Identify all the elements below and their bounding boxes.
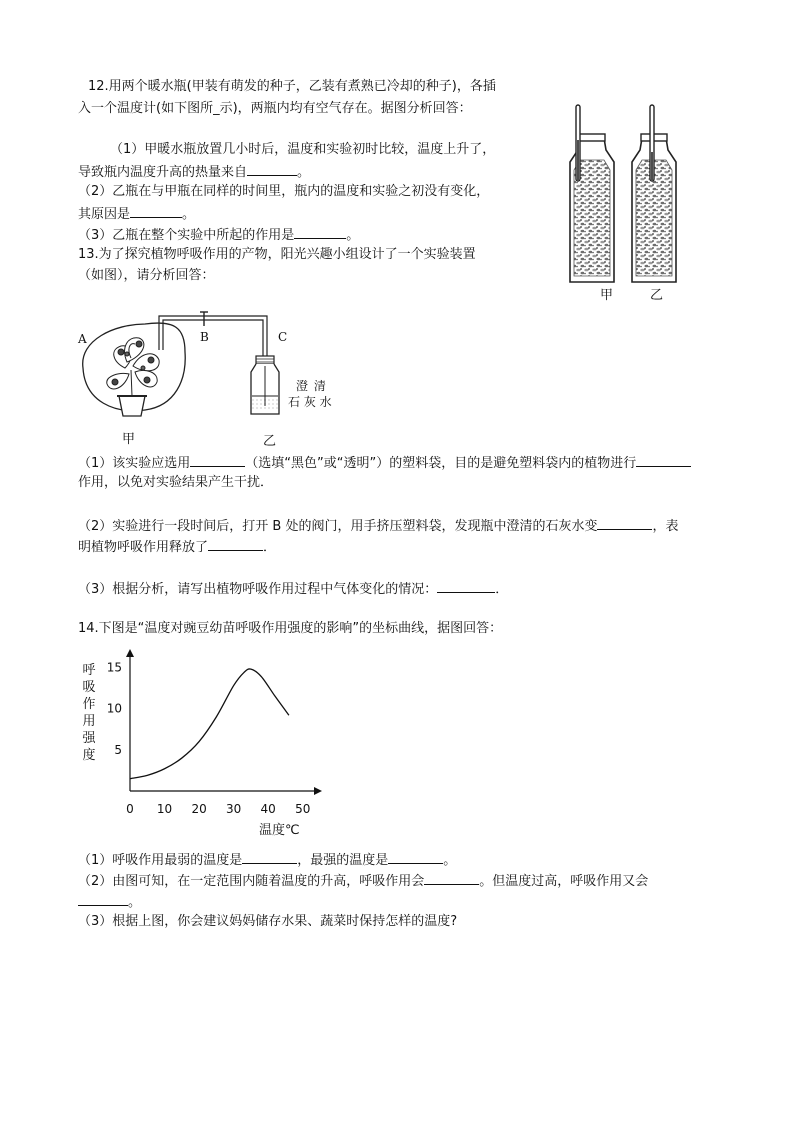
chart-ylabel-char: 强: [82, 731, 96, 746]
q12-part3-text: （3）乙瓶在整个实验中所起的作用是: [78, 228, 295, 243]
q14-part2-blank-a[interactable]: [424, 871, 479, 885]
q12-intro-line2: 入一个温度计(如下图所_示)，两瓶内均有空气存在。据图分析回答：: [78, 101, 472, 116]
x-tick-label: 30: [225, 802, 242, 816]
q13-part2-text-b: ，表: [652, 519, 679, 534]
chart-ylabel-char: 用: [82, 714, 96, 729]
chart-ylabel-char: 作: [82, 697, 96, 712]
q13-part2-text-a: （2）实验进行一段时间后，打开 B 处的阀门，用手挤压塑料袋，发现瓶中澄清的石灰水变: [78, 519, 598, 534]
thermos-yi: [632, 105, 676, 282]
x-tick-label: 0: [126, 802, 134, 816]
q12-part3-end: 。: [346, 228, 360, 243]
q13-part1-text-a: （1）该实验应选用: [78, 456, 191, 471]
chart-ylabel-char: 吸: [82, 680, 96, 695]
apparatus-label-a: A: [78, 332, 87, 346]
y-tick-label: 10: [106, 701, 122, 716]
q13-part3-blank[interactable]: [437, 579, 495, 593]
thermos-figure: [560, 100, 680, 285]
apparatus-label-b: B: [200, 330, 209, 344]
q14-part1-text-b: ，最强的温度是: [297, 853, 389, 868]
series-line-respiration: [130, 669, 289, 779]
q13-part1-blank-b[interactable]: [636, 453, 691, 467]
q13-part3-text: （3）根据分析，请写出植物呼吸作用过程中气体变化的情况：: [78, 582, 438, 597]
q14-part2-end: 。: [128, 895, 142, 910]
q14-part3: （3）根据上图，你会建议妈妈储存水果、蔬菜时保持怎样的温度?: [78, 914, 458, 929]
q14-part1-text-a: （1）呼吸作用最弱的温度是: [78, 853, 243, 868]
chart-ylabel-char: 度: [82, 748, 96, 763]
q12-part2-end: 。: [182, 207, 196, 222]
chart-ylabel-char: 呼: [82, 663, 96, 678]
q14-part1-end: 。: [443, 853, 457, 868]
respiration-chart: [75, 645, 335, 845]
thermos-jia: [570, 105, 614, 282]
q12-part3: [78, 225, 359, 244]
q12-part1-text: 导致瓶内温度升高的热量来自: [78, 165, 248, 180]
x-tick-label: 40: [260, 802, 276, 816]
q13-part2-line1: [78, 516, 678, 535]
q13-intro-line2: （如图），请分析回答：: [78, 268, 215, 283]
y-tick-label: 5: [114, 742, 122, 757]
q13-part2-text-c: 明植物呼吸作用释放了: [78, 540, 209, 555]
y-tick-label: 15: [106, 660, 122, 675]
q12-part2-line2: [78, 204, 195, 223]
q12-part2-line1: （2）乙瓶在与甲瓶在同样的时间里，瓶内的温度和实验之初没有变化，: [78, 184, 490, 199]
q12-part1-answer-blank[interactable]: [247, 162, 297, 176]
q14-part2-line1: [78, 871, 648, 890]
q14-part2-blank-b[interactable]: [78, 892, 128, 906]
q14-part2-line2: [78, 892, 141, 911]
q13-part1-blank-a[interactable]: [190, 453, 245, 467]
q14-part2-text-b: 。但温度过高，呼吸作用又会: [479, 874, 649, 889]
apparatus-label-yi: 乙: [263, 434, 277, 449]
apparatus-label-jia: 甲: [122, 432, 136, 447]
lime-water-label-line1: 澄 清: [296, 379, 327, 393]
valve-b: [200, 312, 208, 326]
q14-part1-blank-b[interactable]: [388, 850, 443, 864]
thermos-label-jia: 甲: [600, 288, 614, 303]
q14-intro: 14.下图是“温度对豌豆幼苗呼吸作用强度的影响”的坐标曲线，据图回答：: [78, 621, 503, 636]
q12-part1-end: 。: [297, 165, 311, 180]
q12-part2-text: 其原因是: [78, 207, 131, 222]
q13-part2-blank-a[interactable]: [597, 516, 652, 530]
q13-part3: [78, 579, 508, 598]
q13-part1-line2: 作用，以免对实验结果产生干扰．: [78, 475, 274, 490]
q12-intro-line1: 12.用两个暖水瓶(甲装有萌发的种子，乙装有煮熟已冷却的种子)，各插: [88, 79, 496, 94]
q14-part1-blank-a[interactable]: [242, 850, 297, 864]
q13-part2-end: ．: [263, 540, 277, 555]
lime-water-label-line2: 石 灰 水: [288, 395, 332, 409]
q12-part2-answer-blank[interactable]: [130, 204, 182, 218]
chart-xlabel: 温度℃: [259, 823, 300, 838]
chart-ylabel: [81, 662, 97, 764]
q13-part2-blank-b[interactable]: [208, 537, 263, 551]
lime-water-bottle: [251, 356, 279, 414]
q13-intro-line1: 13.为了探究植物呼吸作用的产物，阳光兴趣小组设计了一个实验装置: [78, 247, 476, 262]
q14-part2-text-a: （2）由图可知，在一定范围内随着温度的升高，呼吸作用会: [78, 874, 425, 889]
thermos-label-yi: 乙: [650, 288, 664, 303]
y-axis-arrow: [126, 649, 134, 657]
apparatus-label-c: C: [278, 330, 288, 344]
flower-pot: [119, 396, 145, 416]
q12-part1-line1: （1）甲暖水瓶放置几小时后，温度和实验初时比较，温度上升了，: [110, 142, 496, 157]
q13-part2-line2: [78, 537, 276, 556]
q13-part1-line1: [78, 453, 691, 472]
q13-part1-text-b: （选填“黑色”或“透明”）的塑料袋，目的是避免塑料袋内的植物进行: [245, 456, 637, 471]
x-tick-label: 20: [191, 802, 207, 816]
x-tick-label: 10: [156, 802, 173, 816]
q12-part1-line2: [78, 162, 310, 181]
q12-part3-answer-blank[interactable]: [294, 225, 346, 239]
q13-part3-end: ．: [495, 582, 509, 597]
x-axis-arrow: [314, 787, 322, 795]
x-tick-label: 50: [295, 802, 311, 816]
q14-part1: [78, 850, 456, 869]
